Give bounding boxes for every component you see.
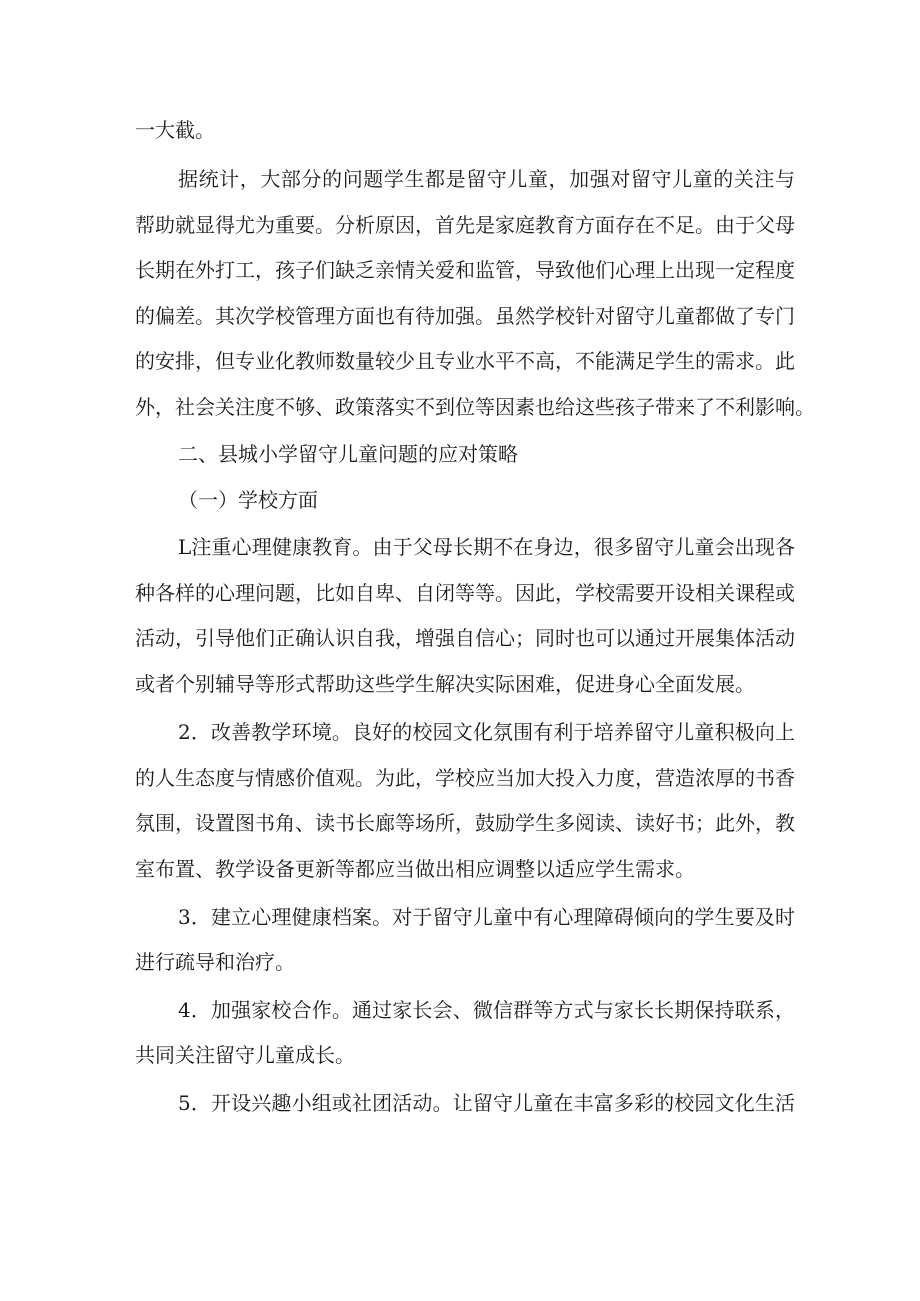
paragraph-line: 2．改善教学环境。良好的校园文化氛围有利于培养留守儿童积极向上 [178, 720, 795, 744]
paragraph-line: 活动，引导他们正确认识自我，增强自信心；同时也可以通过开展集体活动 [135, 626, 795, 650]
paragraph-line: 或者个别辅导等形式帮助这些学生解决实际困难，促进身心全面发展。 [135, 672, 755, 696]
paragraph-line: 帮助就显得尤为重要。分析原因，首先是家庭教育方面存在不足。由于父母 [135, 213, 795, 237]
paragraph-line: 共同关注留守儿童成长。 [135, 1043, 355, 1067]
paragraph-line: 据统计，大部分的问题学生都是留守儿童，加强对留守儿童的关注与 [178, 167, 795, 191]
text-line: 一大截。 [135, 118, 215, 142]
paragraph-line: 3．建立心理健康档案。对于留守儿童中有心理障碍倾向的学生要及时 [178, 905, 795, 929]
paragraph-line: 氛围，设置图书角、读书长廊等场所，鼓励学生多阅读、读好书；此外，教 [135, 811, 795, 835]
paragraph-line: 4．加强家校合作。通过家长会、微信群等方式与家长长期保持联系， [178, 998, 795, 1022]
section-heading: 二、县城小学留守儿童问题的应对策略 [178, 442, 518, 466]
paragraph-line: 进行疏导和治疗。 [135, 950, 295, 974]
subsection-heading: （一）学校方面 [178, 488, 318, 512]
paragraph-line: 长期在外打工，孩子们缺乏亲情关爱和监管，导致他们心理上出现一定程度 [135, 258, 795, 282]
paragraph-line: 的人生态度与情感价值观。为此，学校应当加大投入力度，营造浓厚的书香 [135, 766, 795, 790]
paragraph-line: 种各样的心理问题，比如自卑、自闭等等。因此，学校需要开设相关课程或 [135, 581, 795, 605]
paragraph-line: 外，社会关注度不够、政策落实不到位等因素也给这些孩子带来了不利影响。 [135, 395, 815, 419]
paragraph-line: 的安排，但专业化教师数量较少且专业水平不高，不能满足学生的需求。此 [135, 349, 795, 373]
paragraph-line: 的偏差。其次学校管理方面也有待加强。虽然学校针对留守儿童都做了专门 [135, 304, 795, 328]
paragraph-line: 室布置、教学设备更新等都应当做出相应调整以适应学生需求。 [135, 857, 695, 881]
paragraph-line: L注重心理健康教育。由于父母长期不在身边，很多留守儿童会出现各 [178, 535, 795, 559]
paragraph-line: 5．开设兴趣小组或社团活动。让留守儿童在丰富多彩的校园文化生活 [178, 1091, 795, 1115]
